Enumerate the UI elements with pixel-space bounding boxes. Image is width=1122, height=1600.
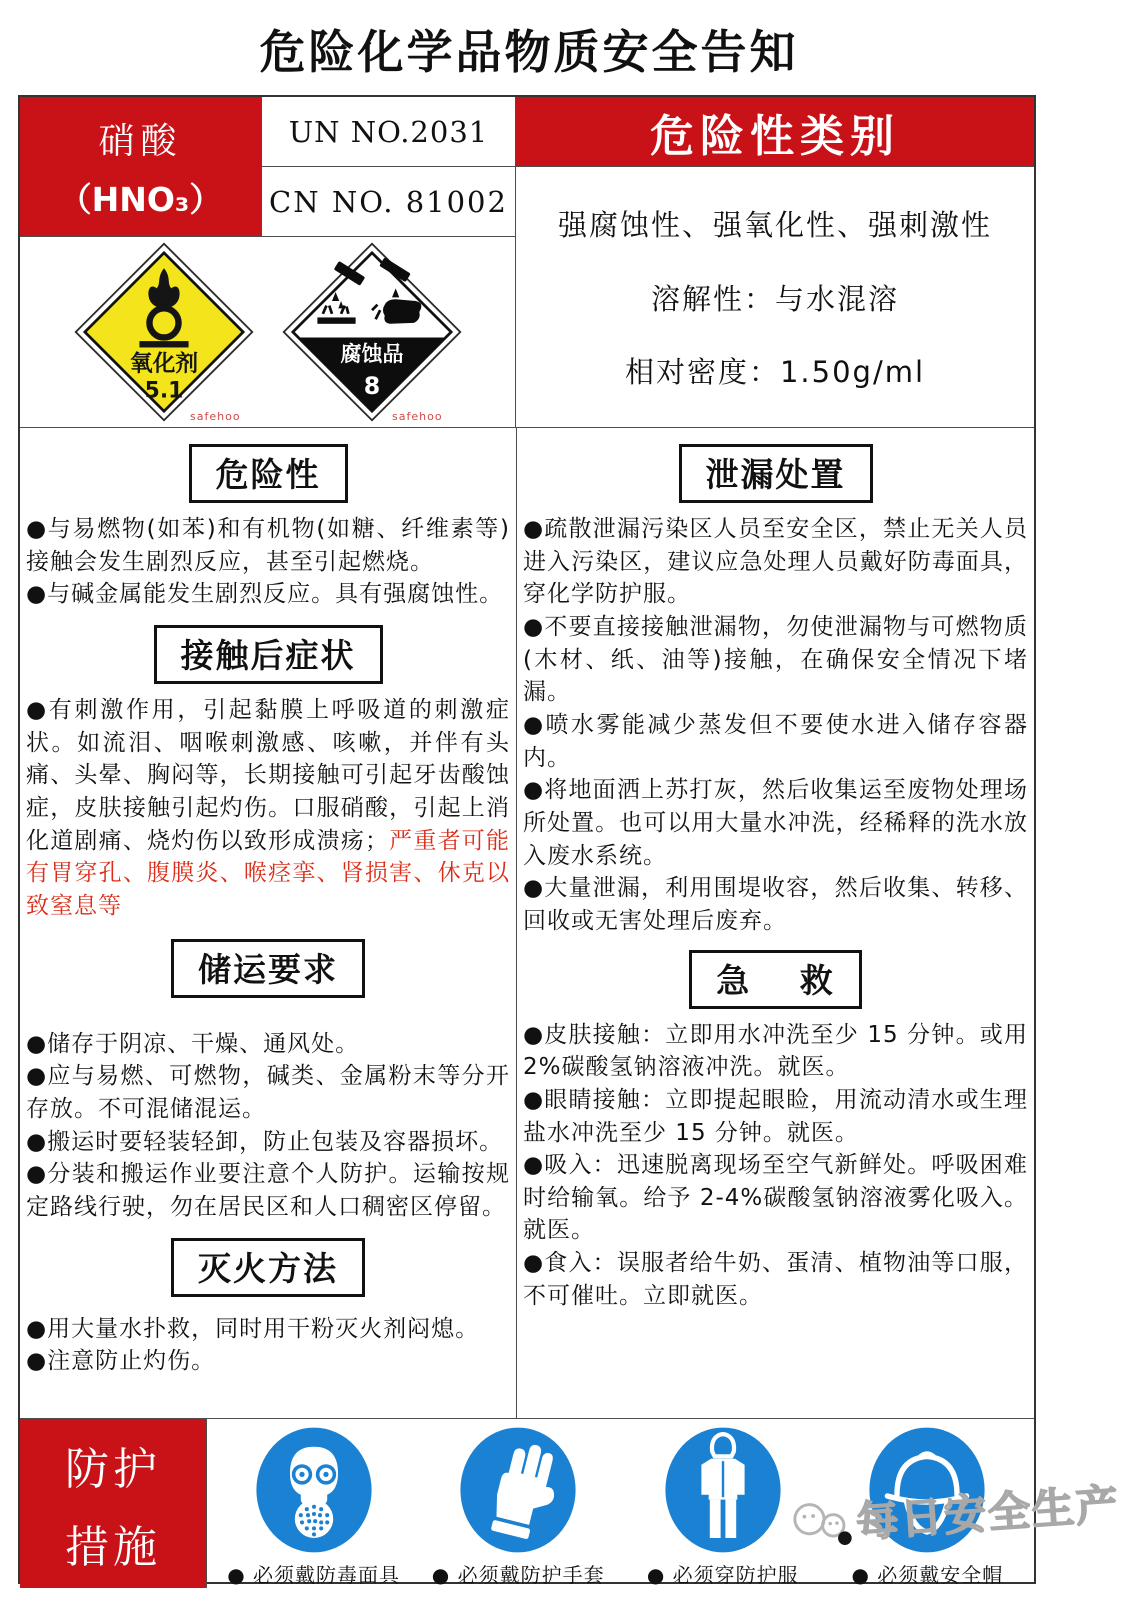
solubility: 溶解性：与水混溶 — [650, 281, 899, 316]
protection-label-line2: 措施 — [65, 1521, 161, 1573]
cn-number: CN NO. 81002 — [262, 167, 516, 237]
fire-bullet: ●注意防止灼伤。 — [26, 1348, 216, 1375]
notice-table — [18, 95, 1036, 1587]
protection-caption: ● 必须穿防护服 — [646, 1563, 799, 1587]
firstaid-bullet: ●皮肤接触：立即用水冲洗至少 15 分钟。或用2%碳酸氢钠溶液冲洗。就医。 — [523, 1021, 1028, 1081]
chemical-name-cell — [20, 97, 262, 237]
protection-item — [216, 1425, 412, 1588]
fire-bullet: ●用大量水扑救，同时用干粉灭火剂闷熄。 — [26, 1315, 480, 1342]
chemical-name: 硝酸 — [98, 120, 183, 162]
storage-bullet: ●分装和搬运作业要注意个人防护。运输按规定路线行驶，勿在居民区和人口稠密区停留。 — [26, 1161, 510, 1220]
oxidizer-class-number: 5.1 — [144, 378, 183, 404]
storage-bullet: ●搬运时要轻装轻卸，防止包装及容器损坏。 — [26, 1128, 504, 1155]
leak-bullet: ●疏散泄漏污染区人员至安全区，禁止无关人员进入污染区，建议应急处理人员戴好防毒面具，穿化学防护服。 — [523, 516, 1028, 608]
danger-bullet: ●与易燃物(如苯)和有机物(如糖、纤维素等)接触会发生剧烈反应，甚至引起燃烧。 — [26, 516, 510, 575]
firstaid-bullet: ●食入：误服者给牛奶、蛋清、植物油等口服，不可催吐。立即就医。 — [523, 1250, 1028, 1309]
corrosive-class-number: 8 — [363, 371, 380, 400]
symptoms-bullet — [26, 694, 510, 923]
protection-caption: ● 必须戴安全帽 — [851, 1563, 1004, 1587]
protection-caption: ● 必须戴防护手套 — [431, 1563, 605, 1587]
leak-bullet: ●不要直接接触泄漏物，勿使泄漏物与可燃物质(木材、纸、油等)接触，在确保安全情况下堵漏。 — [523, 613, 1028, 706]
leak-bullet: ●大量泄漏，利用围堤收容，然后收集、转移、回收或无害处理后废弃。 — [523, 875, 1028, 934]
section-title-symptoms: 接触后症状 — [154, 625, 383, 684]
protection-icons — [207, 1419, 1034, 1588]
firstaid-bullet: ●吸入：迅速脱离现场至空气新鲜处。呼吸困难时给输氧。给予 2-4%碳酸氢钠溶液雾化吸入。就医。 — [523, 1152, 1028, 1244]
corrosive-diamond-icon — [281, 241, 463, 423]
protection-label-cell — [20, 1419, 207, 1588]
un-number: UN NO.2031 — [262, 97, 516, 167]
left-column — [20, 428, 517, 1418]
pictogram-cell — [20, 237, 516, 427]
hazard-class-header: 危险性类别 — [516, 97, 1034, 167]
protection-section — [20, 1419, 1034, 1587]
corrosive-label: 腐蚀品 — [340, 342, 403, 367]
protective-suit-icon — [663, 1425, 783, 1555]
leak-bullet: ●将地面洒上苏打灰，然后收集运至废物处理场所处置。也可以用大量水冲洗，经稀释的洗水放入废水系统。 — [523, 777, 1028, 869]
protection-caption: ● 必须戴防毒面具 — [227, 1563, 400, 1587]
section-title-leak: 泄漏处置 — [679, 444, 873, 503]
oxidizer-diamond-icon — [73, 241, 255, 423]
section-title-firstaid: 急 救 — [689, 950, 862, 1009]
oxidizer-label: 氧化剂 — [129, 351, 198, 378]
protection-label-line1: 防护 — [65, 1443, 161, 1495]
hazard-properties: 强腐蚀性、强氧化性、强刺激性 — [557, 208, 992, 243]
safehoo-watermark: safehoo — [190, 410, 241, 423]
main-section — [20, 428, 1034, 1419]
glove-icon — [458, 1425, 578, 1555]
relative-density: 相对密度：1.50g/ml — [624, 354, 926, 389]
safety-helmet-icon — [867, 1425, 987, 1555]
symptoms-text: ●有刺激作用，引起黏膜上呼吸道的刺激症状。如流泪、咽喉刺激感、咳嗽，并伴有头痛、头晕、胸闷等，长期接触可引起牙齿酸蚀症，皮肤接触引起灼伤。口服硝酸，引起上消化道剧痛、烧灼伤以致形成溃疡； — [26, 696, 510, 854]
section-title-danger: 危险性 — [189, 444, 348, 503]
hazard-properties-cell — [516, 167, 1034, 427]
chemical-formula: （HNO₃） — [58, 179, 223, 219]
storage-bullet: ●应与易燃、可燃物，碱类、金属粉末等分开存放。不可混储混运。 — [26, 1063, 510, 1122]
gas-mask-icon — [254, 1425, 374, 1555]
section-title-fire: 灭火方法 — [171, 1238, 365, 1297]
page-title: 危险化学品物质安全告知 — [259, 25, 799, 79]
protection-item — [625, 1425, 821, 1588]
protection-item — [420, 1425, 616, 1588]
firstaid-bullet: ●眼睛接触：立即提起眼睑，用流动清水或生理盐水冲洗至少 15 分钟。就医。 — [523, 1086, 1028, 1146]
section-title-storage: 储运要求 — [171, 939, 365, 998]
leak-bullet: ●喷水雾能减少蒸发但不要使水进入储存容器内。 — [523, 711, 1028, 771]
safehoo-watermark: safehoo — [392, 410, 443, 423]
storage-bullet: ●储存于阴凉、干燥、通风处。 — [26, 1030, 360, 1057]
right-column — [517, 428, 1034, 1418]
protection-item — [829, 1425, 1025, 1588]
danger-bullet: ●与碱金属能发生剧烈反应。具有强腐蚀性。 — [26, 581, 504, 608]
header-section — [20, 97, 1034, 428]
symptoms-severe-text: 严重者可能有胃穿孔、腹膜炎、喉痉挛、肾损害、休克以致窒息等 — [26, 827, 511, 919]
